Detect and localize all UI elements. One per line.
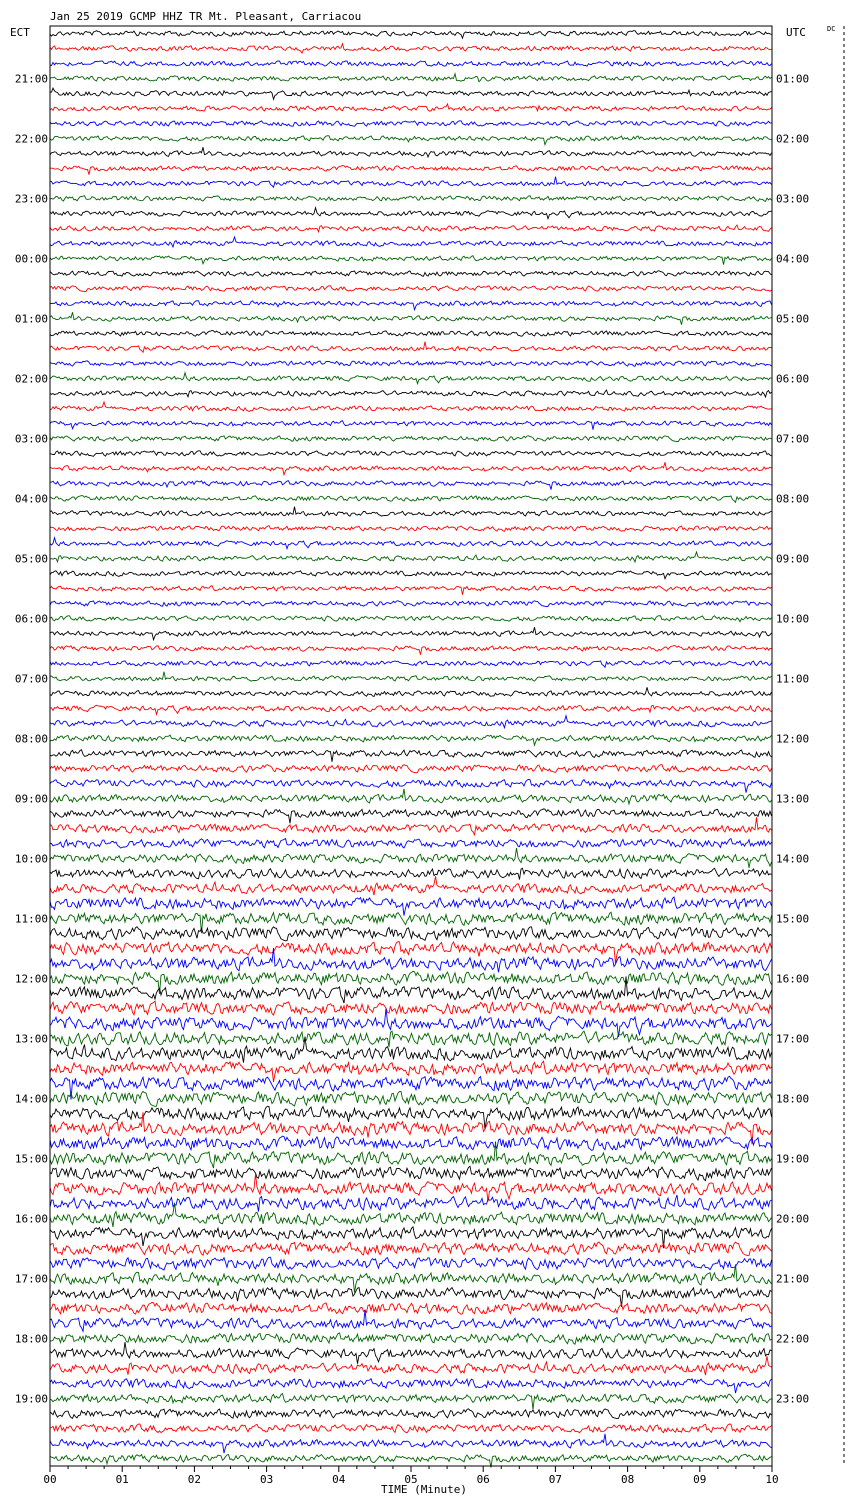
trace-line-31 [50, 496, 772, 503]
right-hour-label: 13:00 [776, 792, 810, 806]
left-hour-labels [15, 73, 48, 1406]
trace-line-0 [50, 31, 772, 39]
left-hour-label: 21:00 [14, 72, 48, 86]
trace-line-33 [50, 526, 772, 532]
trace-line-55 [50, 848, 772, 868]
trace-line-27 [50, 436, 772, 442]
right-hour-label: 19:00 [776, 1152, 810, 1166]
left-hour-label: 19:00 [14, 1392, 48, 1406]
trace-line-9 [50, 166, 772, 175]
left-hour-label: 13:00 [14, 1032, 48, 1046]
trace-line-94 [50, 1434, 772, 1453]
trace-line-51 [50, 789, 772, 804]
trace-line-11 [50, 196, 772, 202]
trace-line-10 [50, 177, 772, 188]
trace-line-72 [50, 1106, 772, 1129]
trace-line-85 [50, 1302, 772, 1314]
trace-line-82 [50, 1257, 772, 1270]
left-hour-label: 15:00 [14, 1152, 48, 1166]
trace-line-88 [50, 1342, 772, 1364]
trace-line-41 [50, 646, 772, 655]
x-tick-label: 10 [765, 1473, 779, 1486]
x-tick-label: 09 [693, 1473, 707, 1486]
left-hour-label: 01:00 [14, 312, 48, 326]
trace-line-8 [50, 147, 772, 157]
trace-line-50 [50, 779, 772, 792]
right-hour-label: 02:00 [776, 132, 810, 146]
trace-line-78 [50, 1195, 772, 1212]
trace-line-38 [50, 601, 772, 607]
trace-line-34 [50, 538, 772, 549]
trace-line-46 [50, 716, 772, 728]
left-hour-label: 08:00 [14, 732, 48, 746]
trace-line-21 [50, 342, 772, 353]
trace-line-15 [50, 256, 772, 265]
trace-line-36 [50, 571, 772, 579]
trace-line-13 [50, 225, 772, 232]
left-hour-label: 23:00 [14, 192, 48, 206]
trace-line-48 [50, 750, 772, 762]
left-hour-label: 03:00 [14, 432, 48, 446]
trace-line-4 [50, 88, 772, 99]
right-hour-label: 12:00 [776, 732, 810, 746]
left-hour-label: 09:00 [14, 792, 48, 806]
right-hour-label: 21:00 [776, 1272, 810, 1286]
trace-line-32 [50, 507, 772, 517]
trace-line-24 [50, 390, 772, 397]
trace-line-65 [50, 1001, 772, 1015]
right-hour-label: 10:00 [776, 612, 810, 626]
trace-line-47 [50, 735, 772, 745]
left-hour-label: 18:00 [14, 1332, 48, 1346]
trace-line-14 [50, 237, 772, 247]
x-tick-label: 06 [476, 1473, 490, 1486]
trace-line-79 [50, 1203, 772, 1227]
trace-line-53 [50, 817, 772, 835]
right-hour-label: 22:00 [776, 1332, 810, 1346]
right-hour-label: 18:00 [776, 1092, 810, 1106]
right-hour-label: 14:00 [776, 852, 810, 866]
trace-line-42 [50, 661, 772, 668]
x-tick-label: 01 [115, 1473, 129, 1486]
right-hour-label: 16:00 [776, 972, 810, 986]
right-hour-label: 15:00 [776, 912, 810, 926]
trace-line-89 [50, 1356, 772, 1375]
trace-line-62 [50, 948, 772, 972]
x-tick-label: 04 [332, 1473, 346, 1486]
right-hour-label: 04:00 [776, 252, 810, 266]
right-hour-label: 06:00 [776, 372, 810, 386]
right-hour-label: 05:00 [776, 312, 810, 326]
trace-line-87 [50, 1333, 772, 1344]
left-hour-label: 05:00 [14, 552, 48, 566]
trace-line-28 [50, 451, 772, 457]
trace-line-44 [50, 687, 772, 696]
trace-line-60 [50, 927, 772, 941]
trace-line-92 [50, 1409, 772, 1419]
trace-line-30 [50, 481, 772, 490]
trace-line-90 [50, 1379, 772, 1393]
left-hour-label: 14:00 [14, 1092, 48, 1106]
x-tick-label: 03 [259, 1473, 274, 1486]
trace-line-45 [50, 705, 772, 714]
trace-line-5 [50, 104, 772, 111]
right-hour-label: 20:00 [776, 1212, 810, 1226]
left-hour-label: 12:00 [14, 972, 48, 986]
left-hour-label: 17:00 [14, 1272, 48, 1286]
left-hour-label: 11:00 [14, 912, 48, 926]
trace-line-2 [50, 61, 772, 66]
trace-line-43 [50, 672, 772, 682]
trace-line-18 [50, 301, 772, 310]
right-hour-label: 09:00 [776, 552, 810, 566]
x-tick-label: 02 [187, 1473, 202, 1486]
left-hour-label: 06:00 [14, 612, 48, 626]
trace-line-86 [50, 1310, 772, 1332]
trace-line-23 [50, 373, 772, 384]
x-axis-title: TIME (Minute) [380, 1483, 468, 1496]
trace-line-49 [50, 765, 772, 773]
trace-line-59 [50, 912, 772, 933]
trace-line-17 [50, 286, 772, 292]
chart-title: Jan 25 2019 GCMP HHZ TR Mt. Pleasant, Carriacou [50, 10, 362, 23]
trace-line-77 [50, 1174, 772, 1202]
trace-line-76 [50, 1166, 772, 1180]
trace-line-6 [50, 121, 772, 127]
trace-line-7 [50, 136, 772, 145]
trace-line-71 [50, 1091, 772, 1106]
trace-line-3 [50, 74, 772, 82]
left-hour-label: 07:00 [14, 672, 48, 686]
right-hour-labels [776, 73, 809, 1406]
trace-line-39 [50, 616, 772, 622]
trace-line-12 [50, 208, 772, 219]
right-hour-label: 07:00 [776, 432, 810, 446]
trace-line-58 [50, 897, 772, 916]
trace-line-93 [50, 1424, 772, 1433]
trace-line-56 [50, 868, 772, 879]
x-tick-label: 07 [548, 1473, 563, 1486]
right-axis-label: UTC [786, 26, 806, 39]
trace-line-91 [50, 1394, 772, 1410]
trace-line-40 [50, 627, 772, 640]
trace-line-73 [50, 1112, 772, 1144]
x-tick-label: 00 [43, 1473, 57, 1486]
left-hour-label: 02:00 [14, 372, 48, 386]
trace-line-35 [50, 552, 772, 562]
right-hour-label: 11:00 [776, 672, 810, 686]
trace-line-20 [50, 331, 772, 337]
trace-line-81 [50, 1242, 772, 1256]
right-hour-label: 23:00 [776, 1392, 810, 1406]
trace-line-74 [50, 1136, 772, 1150]
trace-group [50, 31, 772, 1468]
left-hour-label: 22:00 [14, 132, 48, 146]
trace-line-57 [50, 876, 772, 895]
right-hour-label: 17:00 [776, 1032, 810, 1046]
left-hour-label: 10:00 [14, 852, 48, 866]
dc-label: DC [827, 25, 836, 33]
trace-line-1 [50, 44, 772, 53]
right-hour-label: 08:00 [776, 492, 810, 506]
right-hour-label: 03:00 [776, 192, 810, 206]
right-hour-label: 01:00 [776, 72, 810, 86]
trace-line-16 [50, 271, 772, 277]
trace-line-52 [50, 809, 772, 823]
trace-line-66 [50, 1009, 772, 1037]
trace-line-26 [50, 421, 772, 430]
left-hour-label: 16:00 [14, 1212, 48, 1226]
left-hour-label: 00:00 [14, 252, 48, 266]
trace-line-54 [50, 839, 772, 849]
trace-line-37 [50, 586, 772, 595]
trace-line-29 [50, 462, 772, 475]
trace-line-19 [50, 312, 772, 324]
x-tick-label: 08 [620, 1473, 635, 1486]
left-axis-label: ECT [10, 26, 30, 39]
trace-line-83 [50, 1264, 772, 1292]
trace-line-25 [50, 402, 772, 411]
trace-line-22 [50, 361, 772, 367]
left-hour-label: 04:00 [14, 492, 48, 506]
trace-line-67 [50, 1031, 772, 1047]
x-tick-label: 05 [404, 1473, 418, 1486]
